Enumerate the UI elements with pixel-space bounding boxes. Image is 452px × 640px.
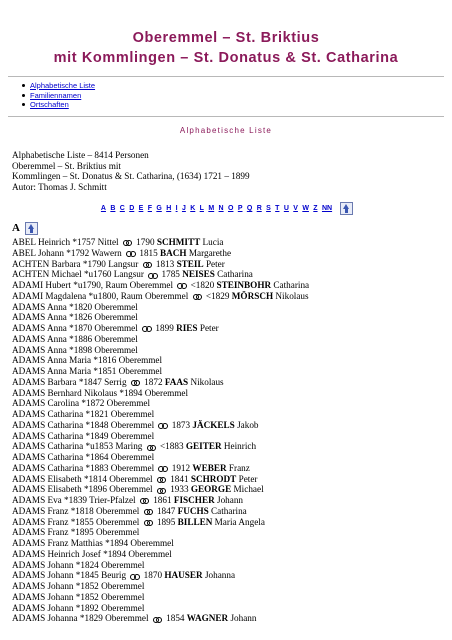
letter-link[interactable]: C bbox=[119, 205, 125, 213]
entry-person: ADAMS Anna *1820 Oberemmel bbox=[12, 301, 138, 312]
letter-link[interactable]: B bbox=[110, 205, 116, 213]
marriage-date: 1815 bbox=[139, 247, 158, 258]
list-item bbox=[12, 495, 309, 506]
list-item bbox=[12, 280, 309, 291]
entry-person: ADAMS Elisabeth *1896 Oberemmel bbox=[12, 484, 153, 495]
letter-link[interactable]: M bbox=[208, 205, 215, 213]
list-item bbox=[12, 366, 309, 377]
spouse-surname: STEIL bbox=[176, 258, 204, 269]
list-item bbox=[12, 506, 309, 517]
marriage-date: 1861 bbox=[153, 495, 172, 505]
entry-person: ADAMS Johann *1852 Oberemmel bbox=[12, 581, 145, 591]
letter-link[interactable]: NN bbox=[321, 205, 333, 213]
spouse-given-name: Catharina bbox=[211, 505, 247, 516]
entry-person: ADAMS Johann *1845 Beurig bbox=[12, 570, 127, 581]
marriage-rings-icon bbox=[147, 445, 156, 450]
list-item bbox=[12, 592, 309, 603]
entry-person: ADAMS Barbara *1847 Serrig bbox=[12, 376, 127, 387]
letter-link[interactable]: S bbox=[266, 205, 271, 213]
marriage-rings-icon bbox=[144, 509, 153, 514]
spouse-surname: STEINBOHR bbox=[216, 280, 272, 290]
spouse-surname: WAGNER bbox=[186, 613, 229, 624]
marriage-rings-icon bbox=[143, 262, 152, 267]
spouse-surname: FUCHS bbox=[177, 505, 209, 516]
list-item bbox=[12, 538, 309, 549]
list-item bbox=[12, 269, 309, 280]
spouse-surname: WEBER bbox=[192, 462, 227, 473]
entry-person: ADAMS Anna *1898 Oberemmel bbox=[12, 344, 138, 355]
list-item bbox=[12, 517, 309, 528]
list-item bbox=[12, 420, 309, 431]
marriage-rings-icon bbox=[157, 477, 166, 482]
intro-line: Autor: Thomas J. Schmitt bbox=[12, 181, 107, 192]
marriage-date: 1933 bbox=[170, 484, 189, 495]
spouse-surname: GEORGE bbox=[190, 484, 232, 495]
nav-link-ortschaften[interactable]: Ortschaften bbox=[30, 100, 69, 109]
spouse-surname: SCHRODT bbox=[190, 473, 237, 484]
marriage-rings-icon bbox=[158, 466, 167, 471]
entry-person: ADAMS Catharina *1848 Oberemmel bbox=[12, 419, 155, 430]
letter-link[interactable]: O bbox=[227, 205, 234, 213]
entry-person: ADAMS Anna Maria *1851 Oberemmel bbox=[12, 366, 163, 376]
entry-person: ADAMS Johann *1892 Oberemmel bbox=[12, 602, 145, 613]
spouse-given-name: Johanna bbox=[204, 570, 236, 581]
list-item bbox=[12, 398, 309, 409]
spouse-surname: RIES bbox=[176, 323, 198, 333]
spouse-given-name: Catharina bbox=[273, 280, 310, 290]
entry-person: ADAMS Catharina *1883 Oberemmel bbox=[12, 462, 155, 473]
letter-link[interactable]: T bbox=[275, 205, 280, 213]
spouse-given-name: Lucia bbox=[202, 237, 224, 247]
entry-person: ACHTEN Barbara *1790 Langsur bbox=[12, 258, 139, 269]
letter-link[interactable]: U bbox=[283, 205, 289, 213]
marriage-rings-icon bbox=[142, 326, 151, 331]
list-item bbox=[12, 259, 309, 270]
spouse-given-name: Johann bbox=[217, 495, 244, 505]
list-item bbox=[12, 291, 309, 302]
spouse-given-name: Margarethe bbox=[188, 247, 232, 258]
spouse-surname: GEITER bbox=[185, 441, 222, 452]
list-item bbox=[12, 377, 309, 388]
list-item bbox=[12, 463, 309, 474]
divider bbox=[8, 116, 444, 117]
list-item bbox=[12, 484, 309, 495]
entry-person: ABEL Johann *1792 Wawern bbox=[12, 247, 122, 258]
entry-person: ADAMS Franz *1855 Oberemmel bbox=[12, 516, 140, 527]
spouse-surname: NEISES bbox=[182, 269, 215, 280]
entry-person: ADAMS Johanna *1829 Oberemmel bbox=[12, 613, 149, 624]
entry-list bbox=[12, 237, 309, 624]
marriage-date: 1841 bbox=[170, 473, 189, 484]
spouse-surname: JÄCKELS bbox=[192, 419, 235, 430]
list-item bbox=[12, 312, 309, 323]
list-item bbox=[12, 388, 309, 399]
nav-link-familiennamen[interactable]: Familiennamen bbox=[30, 90, 82, 100]
entry-person: ADAMS Catharina *1849 Oberemmel bbox=[12, 430, 155, 441]
marriage-date: 1790 bbox=[136, 237, 155, 247]
page-subtitle: mit Kommlingen – St. Donatus & St. Catharina bbox=[53, 50, 399, 66]
marriage-rings-icon bbox=[158, 423, 167, 428]
entry-person: ABEL Heinrich *1757 Nittel bbox=[12, 237, 119, 247]
letter-link[interactable]: I bbox=[175, 205, 178, 213]
spouse-given-name: Peter bbox=[205, 258, 225, 269]
letter-index bbox=[0, 202, 452, 215]
entry-person: ADAMS Johann *1824 Oberemmel bbox=[12, 559, 145, 570]
marriage-rings-icon bbox=[140, 498, 149, 503]
letter-link[interactable]: E bbox=[138, 205, 144, 213]
page-title: Oberemmel – St. Briktius bbox=[132, 30, 320, 46]
entry-person: ADAMS Franz Matthias *1894 Oberemmel bbox=[12, 538, 174, 548]
list-item bbox=[12, 334, 309, 345]
marriage-rings-icon bbox=[157, 488, 166, 493]
spouse-surname: MÖRSCH bbox=[231, 290, 274, 301]
spouse-given-name: Maria Angela bbox=[214, 516, 265, 527]
spouse-surname: HAUSER bbox=[164, 570, 203, 581]
marriage-rings-icon bbox=[177, 283, 186, 288]
marriage-date: 1847 bbox=[156, 505, 176, 516]
letter-link[interactable]: G bbox=[156, 205, 162, 213]
entry-person: ACHTEN Michael *u1760 Langsur bbox=[12, 269, 144, 280]
entry-person: ADAMI Magdalena *u1800, Raum Oberemmel bbox=[12, 290, 189, 301]
entry-person: ADAMS Eva *1839 Trier-Pfalzel bbox=[12, 495, 136, 505]
nav-link-alphabetische-liste[interactable]: Alphabetische Liste bbox=[30, 81, 96, 90]
marriage-date: <1829 bbox=[205, 290, 230, 301]
marriage-date: 1854 bbox=[166, 613, 185, 624]
intro-line: Oberemmel – St. Briktius mit bbox=[12, 160, 121, 171]
letter-link[interactable]: F bbox=[147, 205, 152, 213]
list-item bbox=[12, 323, 309, 334]
intro-line: Alphabetische Liste – 8414 Personen bbox=[12, 150, 149, 160]
entry-person: ADAMS Anna *1870 Oberemmel bbox=[12, 323, 138, 333]
entry-person: ADAMS Anna *1826 Oberemmel bbox=[12, 312, 138, 323]
marriage-date: 1899 bbox=[155, 323, 174, 333]
list-item bbox=[12, 452, 309, 463]
marriage-date: 1870 bbox=[143, 570, 163, 581]
spouse-surname: BACH bbox=[160, 247, 187, 258]
entry-person: ADAMS Catharina *1821 Oberemmel bbox=[12, 409, 155, 419]
arrow-up-icon[interactable] bbox=[340, 202, 353, 215]
entry-person: ADAMI Hubert *u1790, Raum Oberemmel bbox=[12, 280, 174, 290]
spouse-given-name: Peter bbox=[199, 323, 219, 333]
marriage-rings-icon bbox=[123, 240, 132, 245]
entry-person: ADAMS Carolina *1872 Oberemmel bbox=[12, 398, 151, 409]
list-item bbox=[12, 549, 309, 560]
marriage-date: 1785 bbox=[161, 269, 180, 280]
letter-section-header bbox=[12, 222, 38, 235]
spouse-given-name: Franz bbox=[228, 462, 250, 473]
section-heading: Alphabetische Liste bbox=[179, 126, 273, 135]
entry-person: ADAMS Bernhard Nikolaus *1894 Oberemmel bbox=[12, 387, 189, 398]
marriage-date: <1820 bbox=[190, 280, 215, 290]
marriage-rings-icon bbox=[144, 520, 153, 525]
entry-person: ADAMS Catharina *1864 Oberemmel bbox=[12, 452, 155, 462]
list-item bbox=[12, 302, 309, 313]
spouse-given-name: Johann bbox=[230, 613, 257, 624]
letter-link[interactable]: K bbox=[190, 205, 196, 213]
spouse-surname: SCHMITT bbox=[156, 237, 201, 247]
spouse-given-name: Michael bbox=[233, 484, 264, 495]
intro-line: Kommlingen – St. Donatus & St. Catharina, (1634) 1721 – 1899 bbox=[12, 171, 250, 181]
arrow-up-icon[interactable] bbox=[25, 222, 38, 235]
entry-person: ADAMS Elisabeth *1814 Oberemmel bbox=[12, 473, 153, 484]
marriage-date: 1873 bbox=[171, 419, 191, 430]
list-item bbox=[12, 355, 309, 366]
intro-block bbox=[12, 150, 250, 192]
letter-link[interactable]: J bbox=[181, 205, 186, 213]
nav-item bbox=[22, 91, 95, 101]
letter-link[interactable]: W bbox=[302, 205, 309, 213]
letter-link[interactable]: P bbox=[237, 205, 243, 213]
marriage-rings-icon bbox=[131, 380, 140, 385]
marriage-date: 1912 bbox=[171, 462, 191, 473]
spouse-given-name: Nikolaus bbox=[275, 290, 309, 301]
list-item bbox=[12, 441, 309, 452]
marriage-date: 1813 bbox=[155, 258, 175, 269]
letter-link[interactable]: L bbox=[199, 205, 204, 213]
letter-link[interactable]: V bbox=[293, 205, 298, 213]
spouse-surname: FISCHER bbox=[173, 495, 215, 505]
entry-person: ADAMS Heinrich Josef *1894 Oberemmel bbox=[12, 548, 172, 559]
entry-person: ADAMS Franz *1895 Oberemmel bbox=[12, 527, 140, 538]
marriage-date: 1895 bbox=[156, 516, 176, 527]
entry-person: ADAMS Franz *1818 Oberemmel bbox=[12, 505, 140, 516]
list-item bbox=[12, 603, 309, 614]
list-item bbox=[12, 237, 309, 248]
list-item bbox=[12, 570, 309, 581]
marriage-date: <1883 bbox=[160, 441, 184, 452]
spouse-surname: BILLEN bbox=[177, 516, 213, 527]
entry-person: ADAMS Anna Maria *1816 Oberemmel bbox=[12, 355, 163, 366]
letter-link[interactable]: N bbox=[218, 205, 224, 213]
list-item bbox=[12, 560, 309, 571]
list-item bbox=[12, 474, 309, 485]
list-item bbox=[12, 345, 309, 356]
spouse-surname: FAAS bbox=[164, 376, 189, 387]
list-item bbox=[12, 409, 309, 420]
nav-item bbox=[22, 81, 95, 91]
nav-list bbox=[22, 81, 95, 110]
letter-link[interactable]: Q bbox=[246, 205, 253, 213]
marriage-rings-icon bbox=[153, 617, 162, 622]
marriage-date: 1872 bbox=[144, 376, 163, 387]
spouse-given-name: Catharina bbox=[217, 269, 253, 280]
entry-person: ADAMS Johann *1852 Oberemmel bbox=[12, 591, 145, 602]
letter-link[interactable]: R bbox=[256, 205, 262, 213]
entry-person: ADAMS Anna *1886 Oberemmel bbox=[12, 333, 138, 344]
list-item bbox=[12, 581, 309, 592]
marriage-rings-icon bbox=[193, 294, 202, 299]
letter-link[interactable]: D bbox=[129, 205, 135, 213]
spouse-given-name: Heinrich bbox=[223, 441, 257, 452]
entry-person: ADAMS Catharina *u1853 Maring bbox=[12, 441, 143, 452]
list-item bbox=[12, 613, 309, 624]
letter-heading: A bbox=[12, 222, 20, 235]
spouse-given-name: Peter bbox=[238, 473, 258, 484]
list-item bbox=[12, 431, 309, 442]
nav-item bbox=[22, 100, 95, 110]
marriage-rings-icon bbox=[148, 273, 157, 278]
marriage-rings-icon bbox=[126, 251, 135, 256]
divider bbox=[8, 76, 444, 77]
list-item bbox=[12, 248, 309, 259]
letter-link[interactable]: H bbox=[166, 205, 172, 213]
spouse-given-name: Nikolaus bbox=[190, 376, 224, 387]
list-item bbox=[12, 527, 309, 538]
spouse-given-name: Jakob bbox=[237, 419, 259, 430]
letter-link[interactable]: Z bbox=[313, 205, 318, 213]
marriage-rings-icon bbox=[130, 574, 139, 579]
letter-link[interactable]: A bbox=[100, 205, 106, 213]
